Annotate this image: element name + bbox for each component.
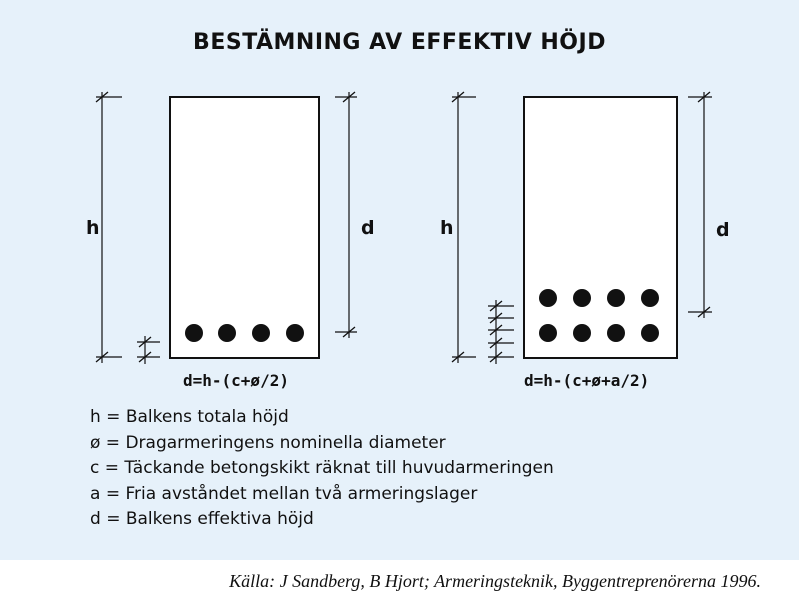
diagram-title: BESTÄMNING AV EFFEKTIV HÖJD xyxy=(193,30,606,55)
right-h-dimension xyxy=(452,92,476,363)
right-formula: d=h-(c+ø+a/2) xyxy=(524,371,650,390)
legend-item-a: a = Fria avståndet mellan två armeringslager xyxy=(90,483,478,504)
right-rebar-bottom-2 xyxy=(573,324,591,342)
right-h-label: h xyxy=(440,217,454,239)
right-beam-section xyxy=(524,97,677,358)
left-h-dimension xyxy=(96,92,122,363)
legend-item-diameter: ø = Dragarmeringens nominella diameter xyxy=(90,432,446,453)
left-rebar-4 xyxy=(286,324,304,342)
legend-item-d: d = Balkens effektiva höjd xyxy=(90,509,314,529)
left-h-label: h xyxy=(86,217,100,239)
right-beam-diagram xyxy=(440,92,730,390)
left-d-dimension xyxy=(335,92,357,338)
right-rebar-bottom-3 xyxy=(607,324,625,342)
right-rebar-bottom-4 xyxy=(641,324,659,342)
right-rebar-top-1 xyxy=(539,289,557,307)
legend-item-c: c = Täckande betongskikt räknat till huvudarmeringen xyxy=(90,458,554,478)
right-rebar-top-2 xyxy=(573,289,591,307)
right-rebar-top-4 xyxy=(641,289,659,307)
legend-item-h: h = Balkens totala höjd xyxy=(90,407,289,427)
left-beam-diagram xyxy=(86,92,375,390)
right-d-label: d xyxy=(716,219,730,241)
left-cover-dimension xyxy=(137,336,160,364)
left-beam-section xyxy=(170,97,319,358)
legend xyxy=(90,405,554,533)
left-d-label: d xyxy=(361,217,375,239)
source-citation: Källa: J Sandberg, B Hjort; Armeringsteknik, Byggentreprenörerna 1996. xyxy=(229,571,761,591)
right-rebar-top-3 xyxy=(607,289,625,307)
right-d-dimension xyxy=(688,92,712,318)
right-layer-dimensions xyxy=(488,300,514,364)
left-formula: d=h-(c+ø/2) xyxy=(183,371,289,390)
right-rebar-bottom-1 xyxy=(539,324,557,342)
left-rebar-1 xyxy=(185,324,203,342)
left-rebar-2 xyxy=(218,324,236,342)
left-rebar-3 xyxy=(252,324,270,342)
